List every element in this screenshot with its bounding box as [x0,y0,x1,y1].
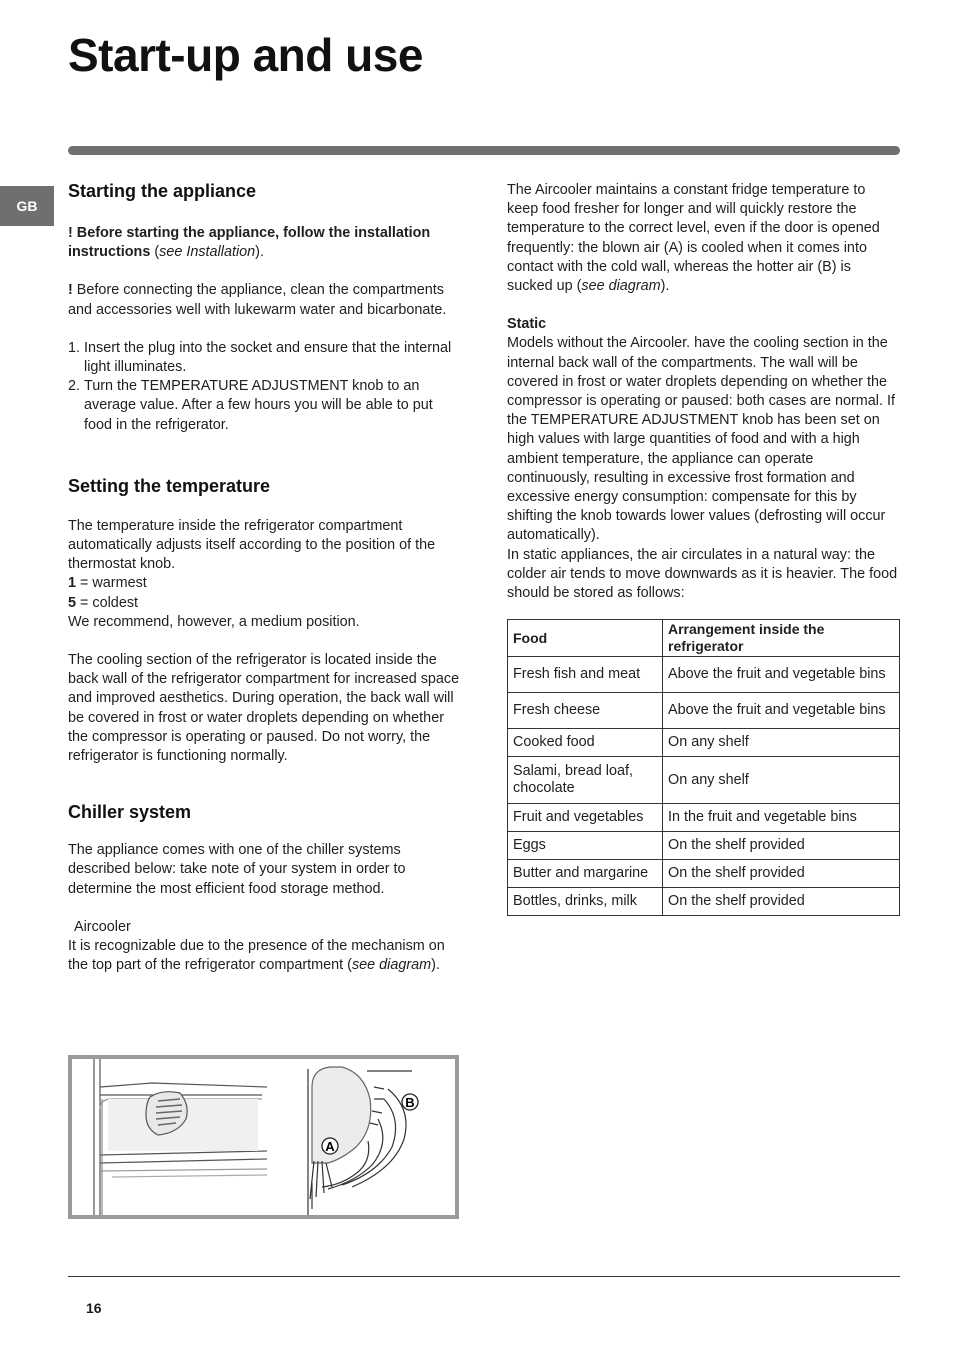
table-header-food: Food [508,620,663,657]
food-storage-table [507,619,900,916]
table-header-arrangement: Arrangement inside the refrigerator [663,620,900,657]
static-storage-intro: In static appliances, the air circulates in a natural way: the colder air tends to move downwards as it is heavier. The food should be stored as follows: [507,546,898,602]
coldest-text: = coldest [76,594,139,611]
aircooler-function-end: ). [660,278,670,295]
installation-reference: see Installation [159,244,256,261]
right-column [507,181,900,916]
startup-step: 2. Turn the TEMPERATURE ADJUSTMENT knob to an average value. After a few hours you will be able to put food in the refrigerator. [84,377,460,435]
temperature-warmest [68,574,460,593]
table-cell-arrangement: On the shelf provided [663,832,900,860]
warning-mark: ! [68,225,73,241]
table-cell-arrangement: On any shelf [663,729,900,757]
section-heading-temperature: Setting the temperature [68,475,271,496]
table-cell-food: Fruit and vegetables [508,804,663,832]
fridge-interior-sketch [94,1059,267,1215]
table-cell-food: Eggs [508,832,663,860]
table-cell-food: Butter and margarine [508,860,663,888]
label-b: B [405,1095,415,1110]
table-cell-arrangement: On the shelf provided [663,888,900,916]
static-heading [507,315,900,334]
section-heading-starting: Starting the appliance [68,181,257,201]
paren-close: ). [255,244,264,261]
warning-cleaning [68,281,460,319]
aircooler-text: It is recognizable due to the presence of the mechanism on the top part of the refrigerator compartment ( [68,938,445,974]
diagram-reference: see diagram [351,957,432,974]
table-cell-arrangement: On the shelf provided [663,860,900,888]
table-cell-food: Cooked food [508,729,663,757]
table-row [508,729,900,757]
warning-cleaning-text: Before connecting the appliance, clean the compartments and accessories well with lukewarm water and bicarbonate. [68,282,447,318]
table-row [508,757,900,804]
table-row [508,693,900,729]
temperature-intro: The temperature inside the refrigerator compartment automatically adjusts itself according to the position of the thermostat knob. [68,517,436,573]
table-cell-food: Fresh fish and meat [508,657,663,693]
cooling-section-text: The cooling section of the refrigerator is located inside the back wall of the refrigerator compartment for increased space and improved aesthetics. During operation, the back wall will be covered in frost or water droplets depending on whether the compressor is operating or paused. Do not worry, the refrigerator is functioning normally. [68,652,460,765]
table-row [508,657,900,693]
table-row [508,888,900,916]
aircooler-diagram-drawing [72,1059,455,1215]
left-column [68,180,460,975]
table-row [508,832,900,860]
label-a: A [325,1139,335,1154]
table-cell-arrangement: Above the fruit and vegetable bins [663,657,900,693]
aircooler-diagram [68,1055,459,1219]
table-cell-food: Bottles, drinks, milk [508,888,663,916]
warning-installation-bold: Before starting the appliance, follow the installation instructions [68,225,431,261]
table-header-row [508,620,900,657]
paren-open: ( [150,244,160,261]
table-cell-arrangement: Above the fruit and vegetable bins [663,693,900,729]
startup-steps [68,339,460,435]
aircooler-label: Aircooler [74,918,131,935]
table-cell-arrangement: On any shelf [663,757,900,804]
startup-step: 1. Insert the plug into the socket and ensure that the internal light illuminates. [84,339,460,377]
chiller-intro: The appliance comes with one of the chiller systems described below: take note of your system in order to determine the most efficient food storage method. [68,842,406,897]
warning-mark: ! [68,282,73,299]
temperature-coldest [68,594,460,613]
aircooler-text-end: ). [431,957,440,974]
language-tab: GB [0,186,54,226]
table-cell-arrangement: In the fruit and vegetable bins [663,804,900,832]
temperature-recommendation: We recommend, however, a medium position. [68,613,360,630]
coldest-number: 5 [68,594,77,611]
warmest-number: 1 [68,575,77,592]
table-row [508,860,900,888]
footer-divider [68,1276,900,1277]
table-row [508,804,900,832]
static-heading-text: Static [507,316,547,333]
header-divider [68,146,900,155]
diagram-reference: see diagram [581,278,661,295]
section-heading-chiller: Chiller system [68,802,192,823]
page-title: Start-up and use [68,29,423,81]
warning-installation [68,224,460,262]
table-cell-food: Salami, bread loaf, chocolate [508,757,663,804]
aircooler-description [68,937,460,975]
warmest-text: = warmest [76,575,147,592]
aircooler-function [507,181,900,296]
page-number: 16 [86,1300,102,1316]
static-description: Models without the Aircooler. have the cooling section in the internal back wall of the compartments. The wall will be covered in frost or water droplets depending on whether the compressor is operating or paused: both cases are normal. If the TEMPERATURE ADJUSTMENT knob has been set on high values with large quantities of food and with a high ambient temperature, the appliance can operate continuously, resulting in excessive frost formation and excessive energy consumption: compensate for this by shifting the knob towards lower values (defrosting will occur automatically). [507,335,895,544]
aircooler-function-text: The Aircooler maintains a constant fridge temperature to keep food fresher for longer and will quickly restore the temperature to the correct level, even if the door is opened frequently: the blown air (A) is cooled when it comes into contact with the cold wall, whereas the hotter air (B) is sucked up ( [507,182,880,295]
table-cell-food: Fresh cheese [508,693,663,729]
